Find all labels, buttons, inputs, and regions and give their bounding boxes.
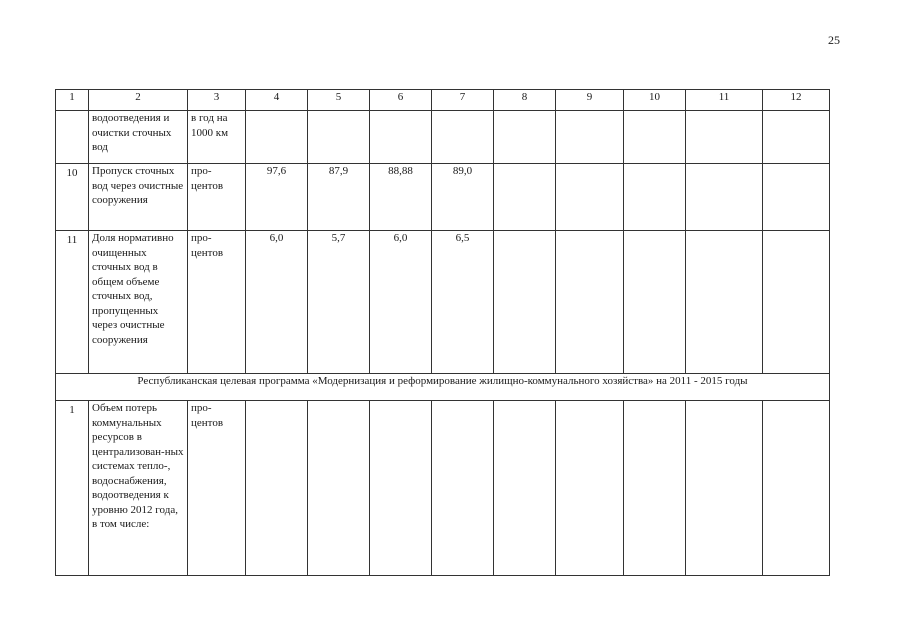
row-number-cell: 1 [56,401,89,576]
value-cell [624,231,686,374]
value-cell [624,401,686,576]
value-cell [308,111,370,164]
value-cell [494,231,556,374]
section-title: Республиканская целевая программа «Модернизация и реформирование жилищно-коммунального хозяйства» на 2011 - 2015 годы [56,374,830,401]
row-number-cell: 11 [56,231,89,374]
value-cell [763,111,830,164]
value-cell: 6,0 [370,231,432,374]
value-cell: 6,0 [246,231,308,374]
value-cell [370,401,432,576]
value-cell: 97,6 [246,164,308,231]
value-cell [763,231,830,374]
value-cell [494,401,556,576]
value-cell [432,111,494,164]
value-cell [556,231,624,374]
value-cell [494,111,556,164]
value-cell [246,401,308,576]
indicator-name-cell: Пропуск сточных вод через очистные сооружения [89,164,188,231]
value-cell [763,164,830,231]
column-number: 1 [56,90,89,111]
value-cell [494,164,556,231]
value-cell [556,111,624,164]
indicator-name-cell: водоотведения и очистки сточных вод [89,111,188,164]
value-cell [686,231,763,374]
value-cell [556,164,624,231]
value-cell [556,401,624,576]
unit-cell: в год на 1000 км [188,111,246,164]
value-cell [686,401,763,576]
value-cell [432,401,494,576]
column-number: 9 [556,90,624,111]
table-row-10 [56,164,830,231]
value-cell [624,111,686,164]
column-number: 7 [432,90,494,111]
value-cell [246,111,308,164]
unit-cell: про-центов [188,231,246,374]
value-cell [624,164,686,231]
value-cell: 88,88 [370,164,432,231]
column-number: 11 [686,90,763,111]
value-cell: 6,5 [432,231,494,374]
column-number-row [56,90,830,111]
indicators-table [55,89,830,576]
column-number: 3 [188,90,246,111]
value-cell [763,401,830,576]
column-number: 6 [370,90,432,111]
column-number: 2 [89,90,188,111]
column-number: 5 [308,90,370,111]
indicator-name-cell: Доля нормативно очищенных сточных вод в общем объеме сточных вод, пропущенных через очистные сооружения [89,231,188,374]
value-cell [308,401,370,576]
unit-cell: про-центов [188,164,246,231]
section-header-row [56,374,830,401]
row-number-cell: 10 [56,164,89,231]
table-row-1 [56,401,830,576]
value-cell: 87,9 [308,164,370,231]
column-number: 8 [494,90,556,111]
value-cell [686,164,763,231]
value-cell: 89,0 [432,164,494,231]
page-number: 25 [828,33,840,47]
indicator-name-cell: Объем потерь коммунальных ресурсов в централизован-ных системах тепло-, водоснабжения, водоотведения к уровню 2012 года, в том числе: [89,401,188,576]
value-cell [370,111,432,164]
value-cell [686,111,763,164]
column-number: 10 [624,90,686,111]
unit-cell: про-центов [188,401,246,576]
value-cell: 5,7 [308,231,370,374]
table-row-continuation [56,111,830,164]
column-number: 12 [763,90,830,111]
table-row-11 [56,231,830,374]
column-number: 4 [246,90,308,111]
row-number-cell [56,111,89,164]
